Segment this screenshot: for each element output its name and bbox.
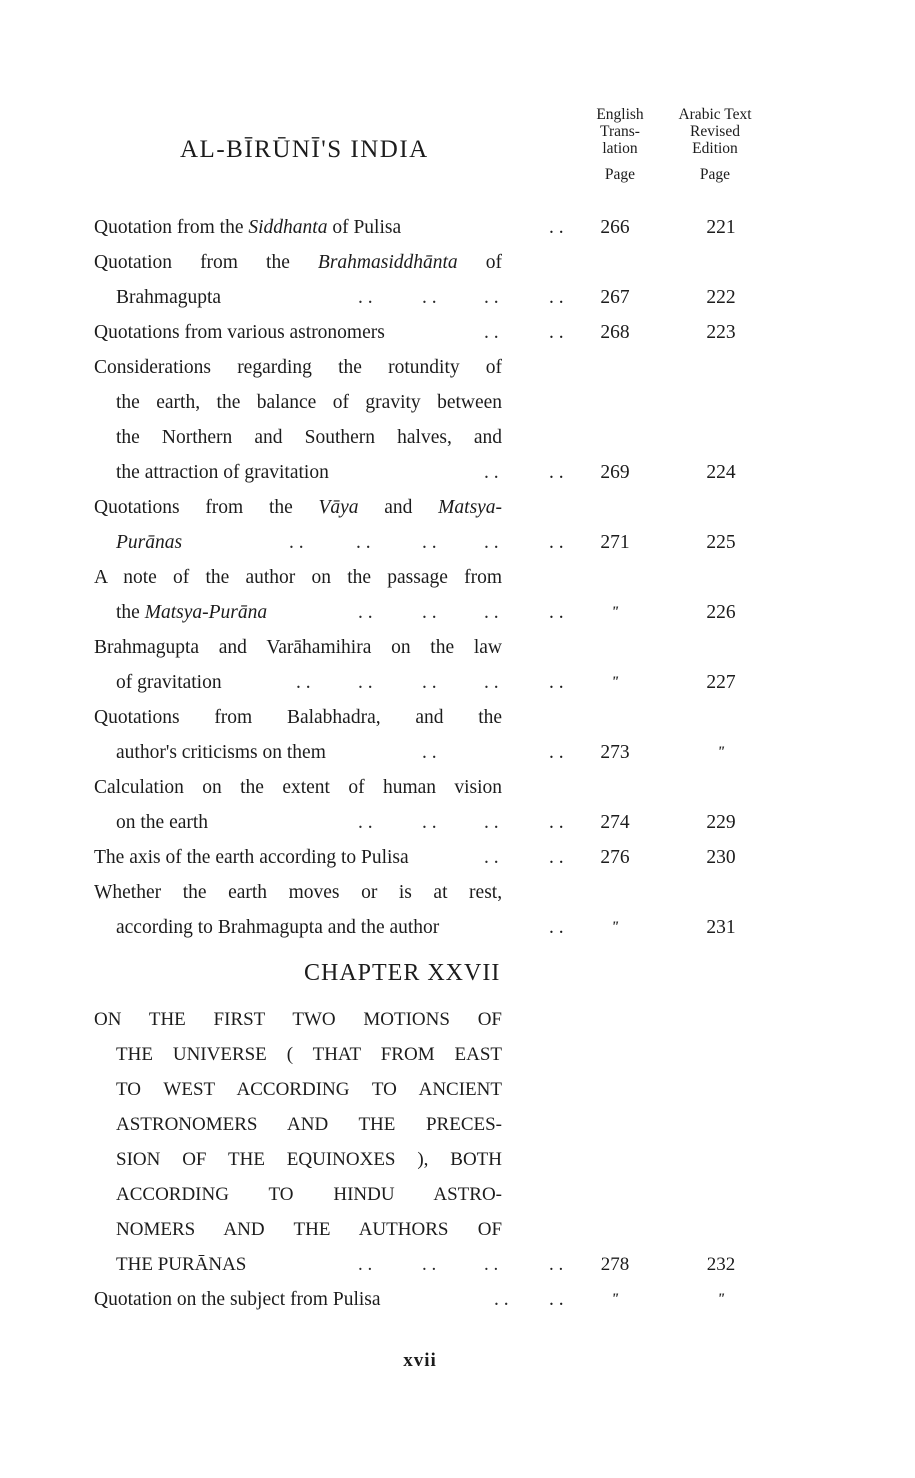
entry-line (0, 840, 915, 875)
entry-line (0, 770, 915, 805)
entry-line (0, 1002, 915, 1037)
arabic-page-number: 225 (706, 532, 736, 553)
entry-text: Brahmagupta (116, 287, 222, 308)
entry-line (0, 665, 915, 700)
header-line: Page (699, 166, 731, 183)
leader-dots: . . (484, 602, 499, 623)
leader-dots: . . (484, 462, 499, 483)
entry-line (0, 455, 915, 490)
leader-dots: . . (549, 917, 564, 938)
leader-dots: . . (484, 532, 499, 553)
contents-entry (0, 245, 915, 315)
entry-line (0, 630, 915, 665)
leader-dots: . . (289, 532, 304, 553)
leader-dots: . . (549, 742, 564, 763)
entry-text: Quotations from various astronomers (94, 322, 385, 343)
entry-text: TO WEST ACCORDING TO ANCIENT (116, 1079, 502, 1100)
entry-line (0, 350, 915, 385)
entry-text: of gravitation (116, 672, 222, 693)
entry-line (0, 525, 915, 560)
entry-line (0, 910, 915, 945)
english-page-number: 273 (600, 742, 630, 763)
entry-text: Purānas (116, 532, 183, 553)
leader-dots: . . (422, 1254, 437, 1275)
entry-line (0, 385, 915, 420)
leader-dots: . . (484, 812, 499, 833)
leader-dots: . . (358, 812, 373, 833)
arabic-page-number: 224 (706, 462, 736, 483)
entry-line (0, 875, 915, 910)
contents-entry (0, 560, 915, 630)
leader-dots: . . (549, 1289, 564, 1310)
leader-dots: . . (484, 1254, 499, 1275)
english-page-number: 278 (600, 1254, 630, 1275)
arabic-page-number: 229 (706, 812, 736, 833)
chapter-heading (0, 945, 915, 1002)
entry-line (0, 1107, 915, 1142)
entry-text: on the earth (116, 812, 209, 833)
leader-dots: . . (549, 847, 564, 868)
english-page-number: 268 (600, 322, 630, 343)
leader-dots: . . (484, 672, 499, 693)
entry-line (0, 560, 915, 595)
leader-dots: . . (549, 812, 564, 833)
entry-line (0, 420, 915, 455)
arabic-page-number: 223 (706, 322, 736, 343)
header-line: Page (604, 166, 636, 183)
entry-text: Quotations from the Vāya and Matsya- (94, 497, 503, 518)
leader-dots: . . (484, 847, 499, 868)
entry-line (0, 1177, 915, 1212)
entry-text: ON THE FIRST TWO MOTIONS OF (94, 1009, 502, 1030)
leader-dots: . . (422, 532, 437, 553)
english-page-number: 266 (600, 217, 630, 238)
arabic-page-number: 231 (706, 917, 736, 938)
entry-line (0, 735, 915, 770)
entry-text: the Matsya-Purāna (116, 602, 268, 623)
arabic-page-number: 221 (706, 217, 736, 238)
leader-dots: . . (549, 1254, 564, 1275)
leader-dots: . . (422, 672, 437, 693)
leader-dots: . . (549, 287, 564, 308)
contents-entry (0, 840, 915, 875)
contents-entry (0, 490, 915, 560)
leader-dots: . . (484, 322, 499, 343)
chapter-heading-text: CHAPTER XXVII (304, 960, 501, 986)
contents-entry (0, 700, 915, 770)
entry-line (0, 1072, 915, 1107)
contents-entry (0, 350, 915, 490)
entry-line (0, 805, 915, 840)
entry-text: Considerations regarding the rotundity of (94, 357, 503, 378)
leader-dots: . . (494, 1289, 509, 1310)
entry-line (0, 315, 915, 350)
leader-dots: . . (422, 812, 437, 833)
arabic-page-number: " (716, 744, 726, 760)
entry-line (0, 700, 915, 735)
arabic-page-number: " (716, 1291, 726, 1307)
leader-dots: . . (422, 602, 437, 623)
leader-dots: . . (422, 287, 437, 308)
entry-text: The axis of the earth according to Pulisa (94, 847, 409, 868)
arabic-page-number: 232 (706, 1254, 736, 1275)
contents-list (0, 210, 915, 1317)
entry-text: according to Brahmagupta and the author (116, 917, 440, 938)
entry-line (0, 1282, 915, 1317)
entry-line (0, 1247, 915, 1282)
contents-entry (0, 1002, 915, 1282)
entry-text: Quotations from Balabhadra, and the (94, 707, 503, 728)
header-line: Edition (692, 140, 738, 157)
entry-text: the attraction of gravitation (116, 462, 329, 483)
entry-line (0, 1037, 915, 1072)
english-translation-page-header (583, 106, 657, 183)
english-page-number: 271 (600, 532, 630, 553)
contents-entry (0, 875, 915, 945)
entry-text: A note of the author on the passage from (94, 567, 503, 588)
entry-text: Whether the earth moves or is at rest, (94, 882, 503, 903)
entry-text: THE UNIVERSE ( THAT FROM EAST (116, 1044, 502, 1065)
page-number: xvii (403, 1350, 437, 1371)
english-page-number: " (610, 674, 620, 690)
entry-text: Quotation from the Brahmasiddhānta of (94, 252, 502, 273)
entry-text: ACCORDING TO HINDU ASTRO- (116, 1184, 503, 1205)
arabic-page-number: 222 (706, 287, 736, 308)
entry-text: Calculation on the extent of human vision (94, 777, 503, 798)
leader-dots: . . (358, 672, 373, 693)
entry-text: NOMERS AND THE AUTHORS OF (116, 1219, 503, 1240)
english-page-number: " (610, 604, 620, 620)
leader-dots: . . (296, 672, 311, 693)
leader-dots: . . (358, 287, 373, 308)
header-line: Arabic Text (678, 106, 752, 123)
english-page-number: 269 (600, 462, 630, 483)
arabic-page-number: 230 (706, 847, 736, 868)
entry-text: ASTRONOMERS AND THE PRECES- (116, 1114, 503, 1135)
entry-text: THE PURĀNAS (116, 1254, 247, 1275)
entry-text: Quotation from the Siddhanta of Pulisa (94, 217, 402, 238)
leader-dots: . . (422, 742, 437, 763)
contents-entry (0, 315, 915, 350)
leader-dots: . . (484, 287, 499, 308)
english-page-number: 274 (600, 812, 630, 833)
running-title: AL-BĪRŪNĪ'S INDIA (180, 136, 429, 163)
entry-text: the earth, the balance of gravity between (116, 392, 503, 413)
contents-entry (0, 1282, 915, 1317)
english-page-number: " (610, 919, 620, 935)
entry-text: SION OF THE EQUINOXES ), BOTH (116, 1149, 502, 1170)
leader-dots: . . (549, 217, 564, 238)
leader-dots: . . (358, 1254, 373, 1275)
header-line: lation (602, 140, 638, 157)
header-line: English (596, 106, 644, 123)
entry-line (0, 210, 915, 245)
contents-entry (0, 210, 915, 245)
entry-line (0, 1142, 915, 1177)
contents-entry (0, 630, 915, 700)
leader-dots: . . (356, 532, 371, 553)
leader-dots: . . (358, 602, 373, 623)
leader-dots: . . (549, 672, 564, 693)
contents-entry (0, 770, 915, 840)
arabic-text-page-header (660, 106, 770, 183)
arabic-page-number: 227 (706, 672, 736, 693)
entry-text: author's criticisms on them (116, 742, 326, 763)
entry-line (0, 1212, 915, 1247)
leader-dots: . . (549, 532, 564, 553)
leader-dots: . . (549, 462, 564, 483)
entry-text: the Northern and Southern halves, and (116, 427, 503, 448)
header-line: Revised (690, 123, 740, 140)
arabic-page-number: 226 (706, 602, 736, 623)
entry-line (0, 490, 915, 525)
entry-line (0, 245, 915, 280)
entry-text: Brahmagupta and Varāhamihira on the law (94, 637, 502, 658)
entry-line (0, 595, 915, 630)
leader-dots: . . (549, 322, 564, 343)
leader-dots: . . (549, 602, 564, 623)
english-page-number: " (610, 1291, 620, 1307)
entry-text: Quotation on the subject from Pulisa (94, 1289, 381, 1310)
english-page-number: 267 (600, 287, 630, 308)
header-line: Trans- (600, 123, 640, 140)
entry-line (0, 280, 915, 315)
english-page-number: 276 (600, 847, 630, 868)
